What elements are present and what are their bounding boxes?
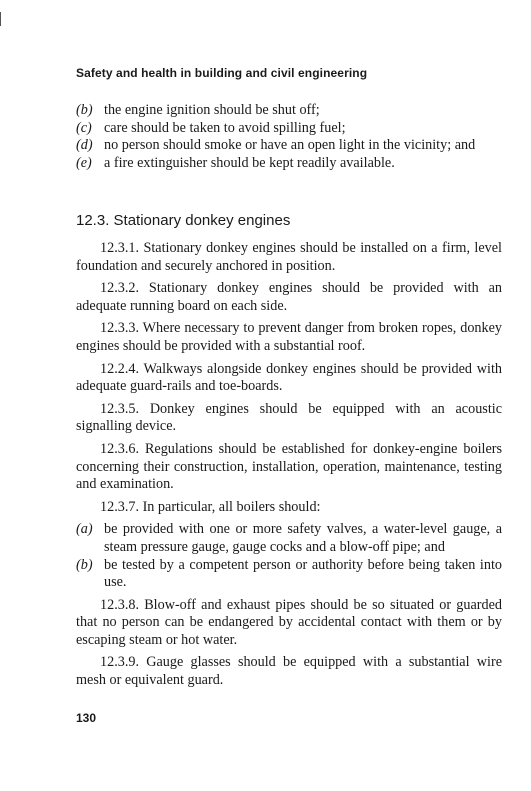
section-heading: 12.3. Stationary donkey engines [76,212,291,229]
list-item [76,557,502,592]
list-item [76,137,502,155]
list-item-text: the engine ignition should be shut off; [104,102,320,118]
list-item-text: a fire extinguisher should be kept readily available. [104,154,395,171]
paragraph: 12.3.1. Stationary donkey engines should be installed on a firm, level foundation and securely anchored in position. [76,240,502,274]
list-item-text: no person should smoke or have an open light in the vicinity; and [104,137,476,153]
list-item [76,155,502,173]
engine-precautions-list [76,102,502,172]
paragraph: 12.3.5. Donkey engines should be equipped with an acoustic signalling device. [76,400,502,435]
paragraph: 12.3.6. Regulations should be established for donkey-engine boilers concerning their construction, installation, operation, maintenance, testing and examination. [76,440,502,493]
list-item-label: (b) [76,556,93,573]
list-item [76,102,502,120]
list-item-text: care should be taken to avoid spilling fuel; [104,119,346,136]
list-item-text: be provided with one or more safety valves, a water-level gauge, a steam pressure gauge, gauge cocks and a blow-off pipe; and [104,521,502,555]
paragraph: 12.2.4. Walkways alongside donkey engines should be provided with adequate guard-rails and toe-boards. [76,360,502,395]
page-number: 130 [76,711,97,725]
list-item-label: (b) [76,102,93,118]
list-item-label: (c) [76,119,92,136]
paragraph: 12.3.2. Stationary donkey engines should be provided with an adequate running board on each side. [76,280,502,314]
running-head: Safety and health in building and civil engineering [76,66,368,80]
paragraph: 12.3.9. Gauge glasses should be equipped with a substantial wire mesh or equivalent guard. [76,654,502,689]
list-item-label: (a) [76,521,93,538]
paragraph: 12.3.7. In particular, all boilers should: [100,498,321,515]
list-item [76,521,502,556]
margin-mark [0,12,1,26]
boiler-requirements-list [76,521,502,591]
paragraph: 12.3.8. Blow-off and exhaust pipes should be so situated or guarded that no person can be endangered by accidental contact with them or by escaping steam or hot water. [76,596,502,648]
list-item-label: (e) [76,154,92,171]
paragraph: 12.3.3. Where necessary to prevent danger from broken ropes, donkey engines should be provided with a substantial roof. [76,320,502,354]
section-body [76,240,502,695]
list-item-text: be tested by a competent person or authority before being taken into use. [104,556,502,591]
list-item [76,120,502,138]
list-item-label: (d) [76,137,93,153]
